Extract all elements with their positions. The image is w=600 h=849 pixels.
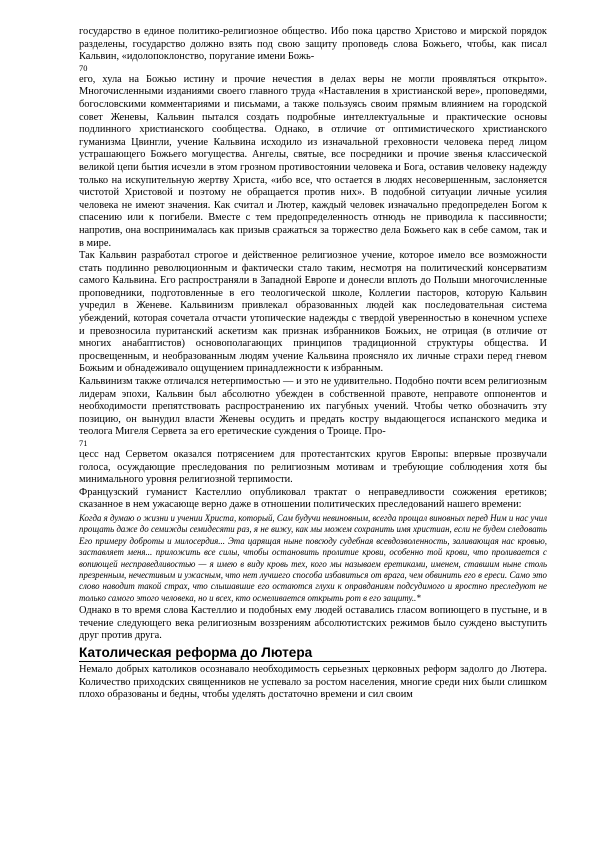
paragraph-5: цесс над Серветом оказался потрясением для протестантских кругов Европы: впервые прозвучали голоса, осуждающие преследования по религиозным мотивам и требующие соблюдения хотя бы минимального уровня религиозной терпимости. [79,449,547,486]
castellio-quote: Когда я думаю о жизни и учении Христа, который, Сам будучи невиновным, всегда прощал виновных перед Ним и нас учил прощать даже до семижды семидесяти раз, я не вижу, как мы можем сохранить имя христиан, если не будем следовать Его примеру доброты и милосердия... Эта царящая ныне повсюду судебная всевдозволенность, заливающая нас кровью, заставляет меня... приложить все силы, чтобы остановить пролитие крови, особенно той крови, что проливается с вопиющей несправедливостью — я имею в виду кровь тех, кого мы называем еретиками, именем, ставшим ныне столь презренным, нечестивым и ужасным, что нет лучшего способа избавиться от врага, чем обвинить его в ереси. Само это слово наводит такой страх, что слышавшие его остаются глухи к оправданиям подсудимого и яростно преследуют не только самого этого человека, но и всех, кто осмеливается открыть рот в его защиту..* [79,512,547,603]
paragraph-2: его, хула на Божью истину и прочие нечестия в делах веры не могли проявляться открыто». Многочисленными изданиями своего главного труда «Наставления в христианской вере», проповедями, богословскими комментариями и письмами, а также пользуясь своим прямым влиянием на городской совет Женевы, Кальвин пытался создать подробные интеллектуальные и практические основы подлинного христианского сообщества. Однако, в отличие от оптимистического христианского гуманизма Цвингли, учение Кальвина исходило из изначальной греховности человека перед лицом устрашающего Божьего могущества. Ангелы, святые, все посредники и прочие звенья классической великой цепи бытия исчезли в этом грозном противостоянии человека и Бога, оставив человеку надежду только на искупительную жертву Христа, «ибо все, что остается в людях несовершенным, заслоняется чистотой Христовой и поэтому не обращается против них». В подобной ситуации личные усилия человека не имеют значения. Как считал и Лютер, каждый человек изначально предопределен Богом к спасению или к погибели. Вместе с тем предопределенность отнюдь не приводила к пассивности; напротив, она воспринималась как призыв сражаться за торжество дела Божьего как в себе самом, так и в мире. [79,73,547,249]
page-number-70: 70 [79,63,88,73]
paragraph-6: Французский гуманист Кастеллио опубликовал трактат о неправедливости сожжения еретиков; сказанное в нем ужасающе верно даже в отношении политических преследований нашего времени: [79,486,547,511]
paragraph-3: Так Кальвин разработал строгое и действенное религиозное учение, которое имело все возможности стать подлинно революционным и фактически стало таким, несмотря на политический консерватизм самого Кальвина. Его распространяли в Западной Европе и донесли вплоть до Польши многочисленные проповедники, подготовленные в его теологической школе, Коллегии пасторов, которую Кальвин учредил в Женеве. Кальвинизм привлекал образованных людей как последовательная система убеждений, которая сочетала отчасти утопические надежды с твердой уверенностью в конечном успехе и превозносила пуританский аскетизм как признак избранников Божьих, не отрицая (в отличие от многих анабаптистов) основополагающих принципов традиционной структуры общества. И просвещенным, и необразованным людям учение Кальвина проясняло их личные страхи перед гневом Божьим и обнадеживало ощущением принадлежности к избранным. [79,250,547,375]
text-column [79,26,547,702]
section-heading: Католическая реформа до Лютера [79,645,370,662]
paragraph-1: государство в единое политико-религиозное общество. Ибо пока царство Христово и мирской порядок разделены, государство должно взять под свою защиту проповедь слова Божьего, чтобы, как писал Кальвин, «идолопоклонство, поругание имени Божь- [79,26,547,63]
paragraph-8: Немало добрых католиков осознавало необходимость серьезных церковных реформ задолго до Лютера. Количество приходских священников не успевало за ростом населения, многие среди них были слишком плохо образованы и бедны, чтобы уделять достаточно времени и сил своим [79,664,547,701]
paragraph-4: Кальвинизм также отличался нетерпимостью — и это не удивительно. Подобно почти всем религиозным лидерам эпохи, Кальвин был абсолютно убежден в собственной правоте, неправоте оппонентов и необходимости препятствовать распространению их пагубных учений. Чтобы четко обозначить эту позицию, он вынудил власти Женевы осудить и предать костру выдающегося испанского медика и теолога Мигеля Сервета за его еретические суждения о Троице. Про- [79,376,547,438]
page-number-71: 71 [79,439,88,448]
paragraph-7: Однако в то время слова Кастеллио и подобных ему людей оставались гласом вопиющего в пустыне, и в течение следующего века религиозным воззрениям абсолютистских режимов было суждено выступить друг против друга. [79,605,547,642]
